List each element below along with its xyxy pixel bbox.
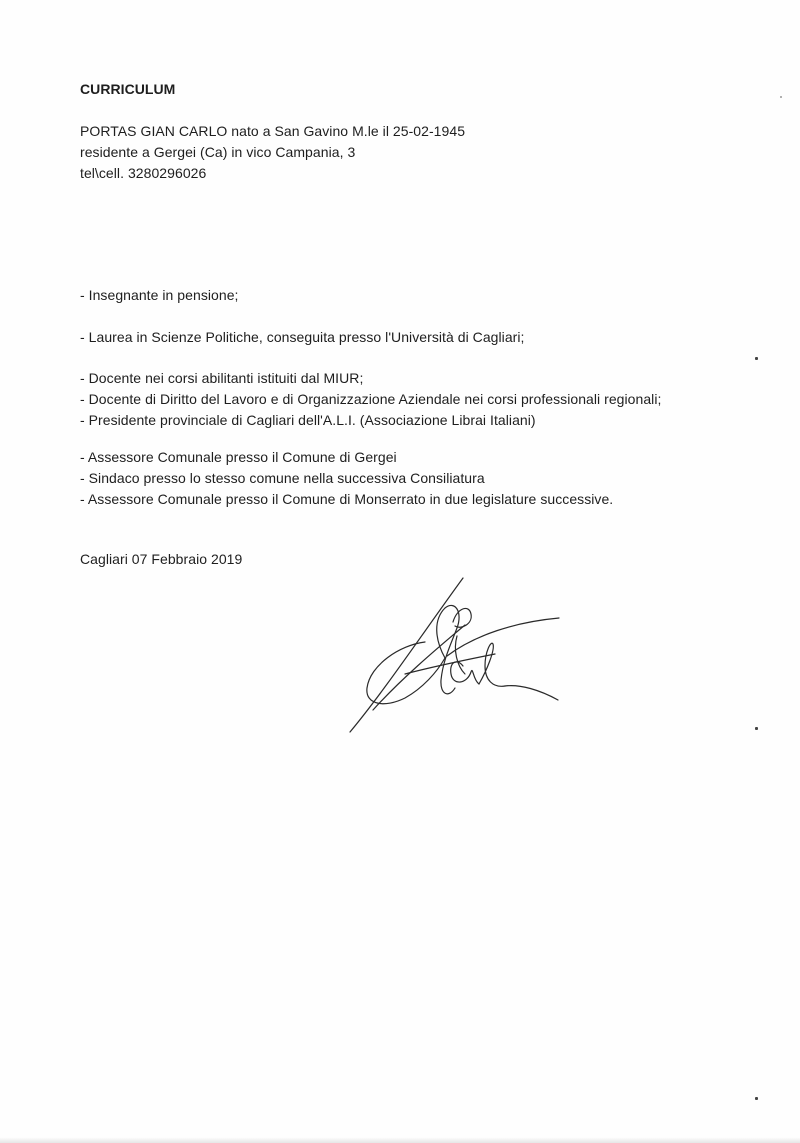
personal-details [80,121,465,184]
cv-item: - Presidente provinciale di Cagliari dell'A.L.I. (Associazione Librai Italiani) [80,412,536,428]
scan-speck [755,727,758,730]
bio-line-residence: residente a Gergei (Ca) in vico Campania, 3 [80,144,356,160]
cv-item: - Laurea in Scienze Politiche, conseguita presso l'Università di Cagliari; [80,329,525,345]
cv-section-status [80,285,238,305]
bio-line-name: PORTAS GIAN CARLO nato a San Gavino M.le il 25-02-1945 [80,123,466,139]
cv-section-public-office [80,447,613,510]
bio-line-phone: tel\cell. 3280296026 [80,165,207,181]
cv-item: - Assessore Comunale presso il Comune di Monserrato in due legislature successive. [80,491,614,507]
cv-section-education [80,327,524,347]
cv-section-teaching [80,368,661,431]
scan-speck [755,1097,758,1100]
cv-item: - Insegnante in pensione; [80,287,239,303]
cv-item: - Docente nei corsi abilitanti istituiti dal MIUR; [80,370,364,386]
cv-item: - Assessore Comunale presso il Comune di Gergei [80,449,397,465]
cv-item: - Docente di Diritto del Lavoro e di Organizzazione Aziendale nei corsi professionali regionali; [80,391,662,407]
handwritten-signature [345,570,565,735]
place-and-date: Cagliari 07 Febbraio 2019 [80,551,243,567]
document-title: CURRICULUM [80,81,176,97]
cv-item: - Sindaco presso lo stesso comune nella successiva Consiliatura [80,470,485,486]
scan-speck [780,96,782,98]
scan-speck [755,357,758,360]
scan-edge [0,1137,800,1143]
